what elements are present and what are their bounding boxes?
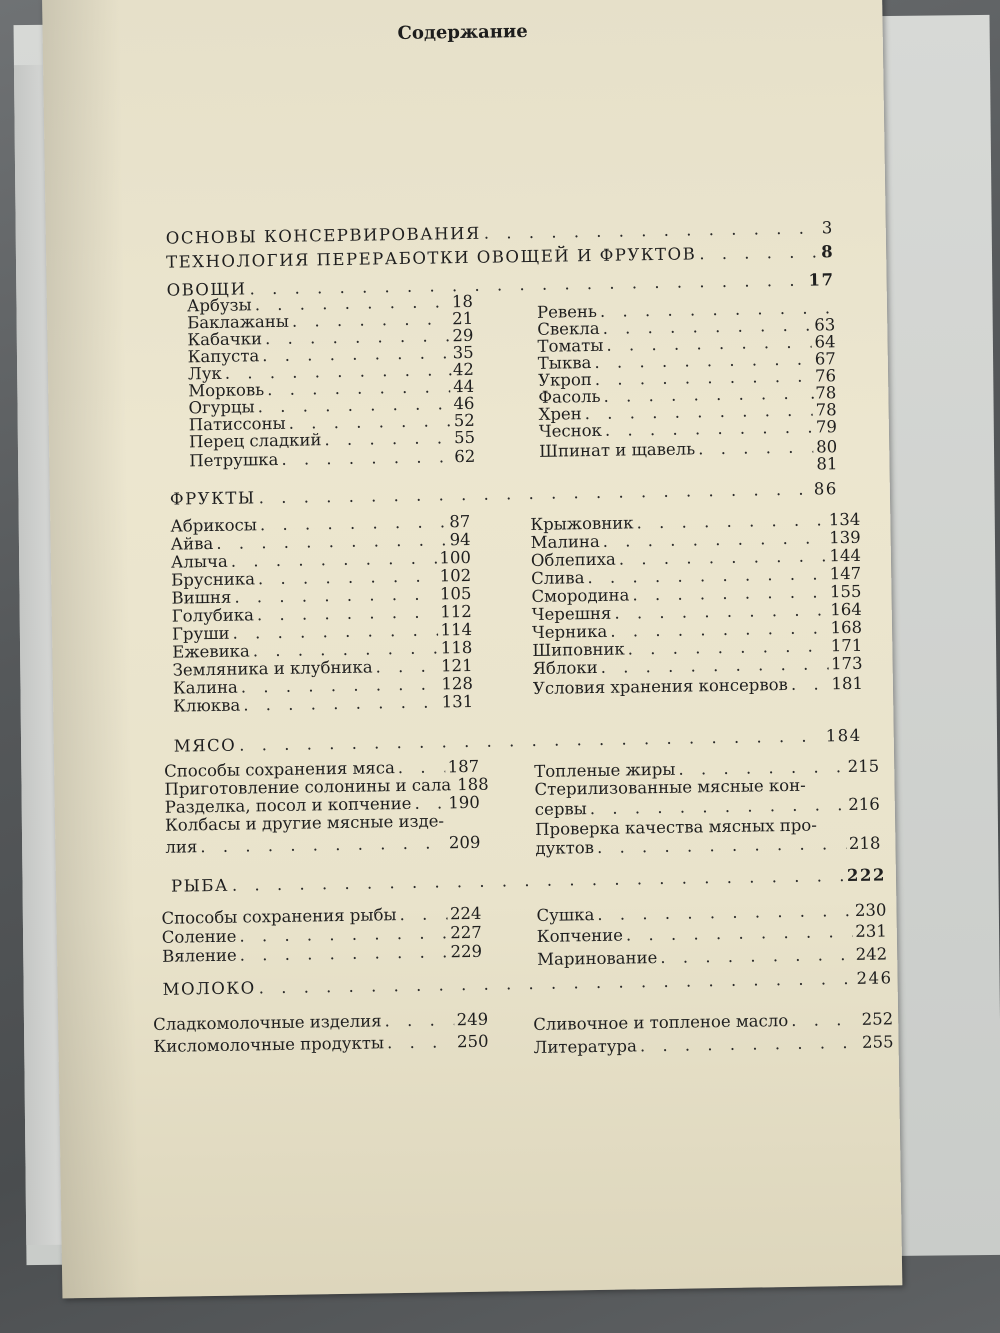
section-heading-page: 17 <box>808 270 835 290</box>
toc-entry-label: Патиссоны <box>188 413 286 435</box>
toc-entry-label: лия <box>165 837 198 857</box>
leader-dots <box>597 902 852 924</box>
toc-entry-page: 181 <box>831 673 864 694</box>
toc-entry-page: 164 <box>830 599 862 620</box>
toc-entry-label: Условия хранения консервов <box>532 674 789 698</box>
toc-entry-page: .78 <box>809 383 837 403</box>
toc-entry <box>533 1010 893 1034</box>
leader-dots <box>605 419 813 440</box>
toc-entry-page: 118 <box>440 637 473 658</box>
leader-dots <box>699 243 818 263</box>
toc-entry <box>153 1033 488 1056</box>
section-heading-page: 184 <box>825 725 862 746</box>
toc-entry-label: Тыква <box>537 353 592 373</box>
toc-entry-label: Голубика <box>171 605 255 626</box>
toc-entry-page: 188 <box>457 774 489 795</box>
leader-dots <box>384 1011 453 1030</box>
page-title: Содержание <box>397 20 528 45</box>
toc-entry-label: Проверка качества мясных про- <box>535 815 817 839</box>
toc-entry-label: Колбасы и другие мясные изде- <box>164 811 445 835</box>
toc-entry-page: 139 <box>828 527 861 548</box>
section-heading-label: РЫБА <box>170 875 230 896</box>
toc-entry-page: 8 <box>820 242 835 262</box>
toc-entry-label: Сливочное и топленое масло <box>533 1011 789 1035</box>
toc-entry <box>166 219 834 247</box>
toc-entry-page: 100 <box>439 547 472 568</box>
toc-entry-page: 255 <box>861 1032 894 1052</box>
toc-entry-label: Способы сохранения мяса <box>164 758 395 781</box>
toc-entry-page: 62 <box>454 446 476 467</box>
toc-entry-page: 87 <box>449 511 471 532</box>
section-heading <box>171 866 886 895</box>
toc-entry <box>539 418 837 441</box>
toc-entry <box>189 448 475 470</box>
toc-entry-label: Облепиха <box>530 549 616 570</box>
toc-entry-page: 171 <box>830 635 863 656</box>
toc-entry-label: Маринование <box>537 948 658 969</box>
toc-entry-page: 242 <box>855 944 888 964</box>
leader-dots <box>597 835 846 857</box>
toc-entry-page: 134 <box>828 509 861 530</box>
toc-entry-page: 224 <box>449 903 482 924</box>
toc-entry-label: Шиповник <box>532 639 625 660</box>
toc-entry-page: 250 <box>456 1031 489 1052</box>
toc-entry-page: 63 <box>814 315 836 335</box>
toc-entry-page: 55 <box>453 427 476 448</box>
toc-entry-label: дуктов <box>535 838 595 858</box>
toc-entry-page: 227 <box>450 922 482 943</box>
toc-entry-page: 102 <box>439 565 472 586</box>
leader-dots <box>259 481 811 508</box>
toc-entry <box>153 1011 488 1034</box>
toc-entry <box>536 901 886 924</box>
toc-entry-label: ОСНОВЫ КОНСЕРВИРОВАНИЯ <box>165 223 481 248</box>
toc-entry-page: 105 <box>439 583 472 604</box>
toc-entry-page: 3 <box>821 218 834 238</box>
toc-entry-label: Петрушка <box>189 449 279 471</box>
section-heading <box>174 727 862 756</box>
leader-dots <box>484 219 819 242</box>
toc-entry-label: Стерилизованные мясные кон- <box>534 775 806 799</box>
toc-entry-page: 168 <box>830 617 863 638</box>
toc-entry-label: Ревень <box>536 301 598 322</box>
leader-dots <box>324 429 451 449</box>
toc-entry-page: 131 <box>441 691 474 712</box>
toc-entry-page: .42 <box>447 359 475 380</box>
leader-dots <box>791 675 829 694</box>
toc-entry-page: 44 <box>453 376 475 397</box>
toc-entry-label: Чеснок <box>538 420 603 441</box>
leader-dots <box>200 834 446 856</box>
section-heading <box>170 480 838 508</box>
toc-entry-label: Фасоль <box>538 386 601 407</box>
toc-entry-page: 64 <box>814 332 836 352</box>
toc-entry-label: Вяление <box>161 945 237 966</box>
leader-dots <box>414 794 445 812</box>
toc-entry <box>162 943 482 966</box>
toc-entry <box>165 834 480 857</box>
toc-entry <box>535 835 880 858</box>
toc-entry-label: Брусника <box>171 569 256 590</box>
toc-entry-page: 155 <box>829 581 862 602</box>
toc-entry-page: 231 <box>855 921 887 941</box>
section-heading-label: ОВОЩИ <box>166 279 247 300</box>
toc-entry-page: 78 <box>815 400 837 420</box>
toc-entry-page: 94 <box>449 529 471 550</box>
toc-entry-label: Смородина <box>531 585 630 606</box>
toc-entry-label: Способы сохранения рыбы <box>161 905 397 928</box>
toc-entry-label: Калина <box>172 677 238 698</box>
toc-entry-page: 35 <box>452 342 474 363</box>
toc-entry-label: Соление <box>161 926 237 947</box>
toc-entry-label: Перец сладкий <box>188 430 322 452</box>
toc-entry-label: Морковь <box>188 380 265 401</box>
toc-entry-label: Малина <box>530 531 600 552</box>
toc-entry-label: Приготовление солонины и сала <box>164 775 452 799</box>
toc-entry-label: Капуста <box>187 346 260 367</box>
toc-entry-page: 46 <box>453 393 475 414</box>
toc-entry-label: Кисломолочные продукты <box>153 1033 385 1056</box>
leader-dots <box>600 655 828 677</box>
toc-entry-page: 80 <box>816 437 838 457</box>
leader-dots <box>387 1033 454 1052</box>
section-heading-page: 246 <box>856 968 893 988</box>
toc-entry-label: Литература <box>533 1036 638 1058</box>
section-heading-page: 222 <box>846 865 887 886</box>
toc-entry-label: Крыжовник <box>530 513 634 534</box>
toc-entry-label: Клюква <box>173 695 241 716</box>
toc-entry-page: 173 <box>830 653 863 674</box>
toc-entry-label: Шпинат и щавель <box>539 439 696 461</box>
toc-entry-label: Топленые жиры <box>534 759 676 781</box>
toc-entry-page: 147 <box>829 563 862 584</box>
toc-entry-label: Черника <box>531 621 608 642</box>
toc-entry <box>533 655 863 678</box>
leader-dots <box>243 693 439 714</box>
toc-entry-page: 187 <box>447 756 480 777</box>
toc-entry-label: Укроп <box>537 370 592 390</box>
toc-entry <box>537 945 887 968</box>
section-heading-label: МОЛОКО <box>162 978 256 999</box>
toc-entry-label: Хрен <box>538 404 582 424</box>
toc-entry <box>166 243 834 271</box>
toc-entry-label: ТЕХНОЛОГИЯ ПЕРЕРАБОТКИ ОВОЩЕЙ И ФРУКТОВ <box>166 244 697 272</box>
toc-entry-page: 52 <box>453 410 475 431</box>
toc-entry-page: 215 <box>847 756 880 777</box>
toc-entry-page: 114 <box>440 619 473 640</box>
leader-dots <box>626 923 853 945</box>
leader-dots <box>239 727 823 754</box>
toc-entry-page: 121 <box>440 655 473 676</box>
toc-entry-label: Яблоки <box>532 657 598 678</box>
toc-entry-label: Баклажаны <box>187 311 290 333</box>
toc-entry-label: Земляника и клубника <box>172 657 373 680</box>
toc-entry-page: 209 <box>448 832 481 853</box>
leader-dots <box>660 946 853 967</box>
toc-entry-label: Сушка <box>536 905 595 925</box>
toc-entry-label: Сладкомолочные изделия <box>153 1011 382 1034</box>
toc-entry-label: Слива <box>531 568 585 588</box>
toc-entry-page: 249 <box>456 1009 489 1030</box>
toc-entry-label: Свекла <box>537 318 600 339</box>
leader-dots <box>258 970 853 997</box>
toc-entry <box>165 812 480 835</box>
toc-entry <box>537 922 887 945</box>
toc-entry-page: 76 <box>814 366 837 386</box>
toc-entry-label: сервы <box>534 799 587 819</box>
leader-dots <box>399 905 447 924</box>
toc-entry-page: 144 <box>829 545 862 566</box>
toc-entry-label: Груши <box>171 623 230 644</box>
toc-entry-page: 216 <box>848 794 880 815</box>
toc-entry-page: 79 <box>815 417 838 437</box>
leader-dots <box>240 943 448 964</box>
toc-entry-label: Ежевика <box>172 641 250 662</box>
toc-entry <box>533 675 863 698</box>
book-page <box>42 0 902 1298</box>
toc-entry-label: Огурцы <box>188 397 255 418</box>
toc-entry-page: 229 <box>450 941 483 962</box>
toc-entry-label: Томаты <box>537 335 604 356</box>
toc-entry-page: 18 <box>451 291 474 312</box>
toc-entry-label: Копчение <box>536 925 624 946</box>
leader-dots <box>640 1034 859 1055</box>
leader-dots <box>375 657 438 676</box>
toc-entry-label: Вишня <box>171 587 232 608</box>
toc-entry-label: Кабачки <box>187 329 263 350</box>
toc-entry-page: 81 <box>816 454 838 474</box>
leader-dots <box>791 1011 859 1030</box>
toc-entry <box>539 455 837 478</box>
toc-entry-page: 67 <box>814 349 836 369</box>
toc-entry-label: Алыча <box>170 551 228 572</box>
toc-entry-label: Разделка, посол и копчение <box>164 793 412 817</box>
toc-entry-label: Черешня <box>531 603 612 624</box>
section-heading-label: МЯСО <box>173 735 237 756</box>
toc-entry-label: Арбузы <box>186 295 252 316</box>
toc-entry-label: Айва <box>170 533 214 554</box>
section-heading-page: 86 <box>813 479 838 499</box>
toc-entry-label: Абрикосы <box>170 515 258 536</box>
toc-entry-page: 218 <box>848 833 881 854</box>
toc-entry-page: 21 <box>451 308 474 329</box>
toc-entry <box>533 1033 893 1057</box>
leader-dots <box>232 867 844 895</box>
leader-dots <box>281 448 451 469</box>
toc-entry-page: 29 <box>452 325 474 346</box>
toc-entry-page: 128 <box>441 673 474 694</box>
toc-entry-page: 112 <box>440 601 472 622</box>
leader-dots <box>239 924 447 945</box>
leader-dots <box>398 758 445 777</box>
section-heading <box>162 969 892 998</box>
toc-entry-page: 252 <box>861 1009 894 1029</box>
toc-entry-page: 230 <box>854 900 887 920</box>
toc-entry-label: Лук <box>187 363 222 384</box>
toc-entry-page: 190 <box>448 792 480 813</box>
section-heading-label: ФРУКТЫ <box>169 488 256 509</box>
toc-entry <box>173 693 473 716</box>
